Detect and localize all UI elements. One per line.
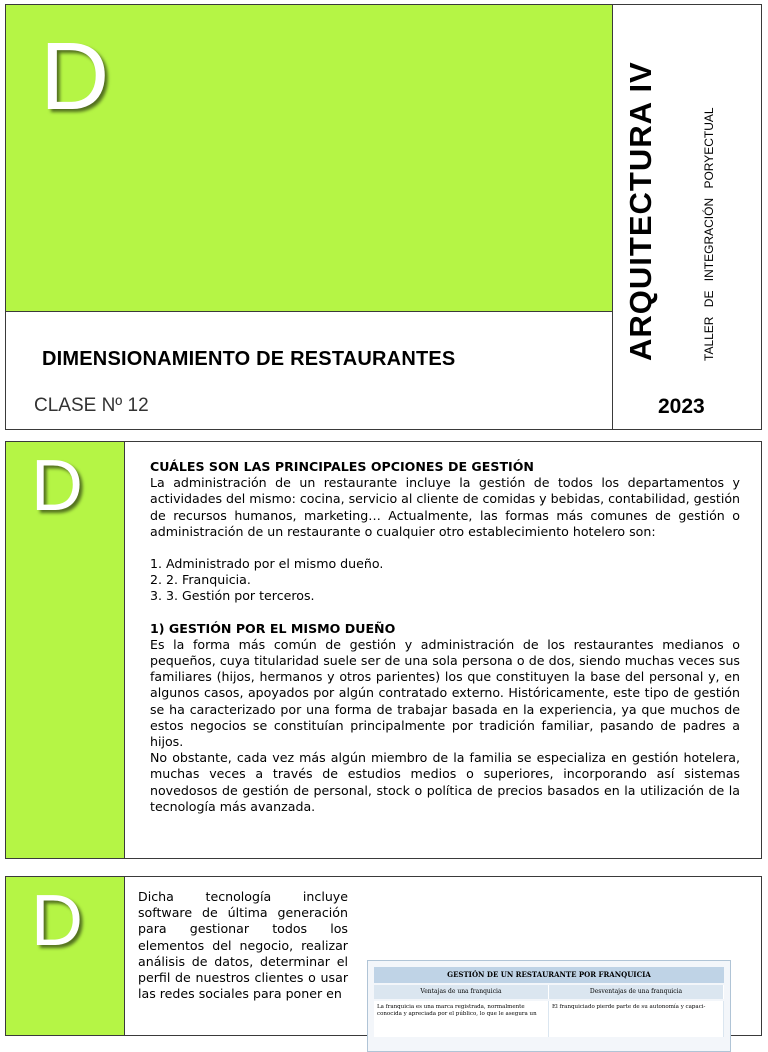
list-item: 3. 3. Gestión por terceros. bbox=[150, 588, 315, 604]
green-header-block bbox=[6, 5, 613, 312]
slide-title: DIMENSIONAMIENTO DE RESTAURANTES bbox=[42, 348, 456, 370]
logo-letter: D bbox=[31, 446, 83, 526]
section-heading: CUÁLES SON LAS PRINCIPALES OPCIONES DE GESTIÓN bbox=[150, 459, 534, 474]
logo-letter: D bbox=[31, 881, 83, 961]
table-column-header: Desventajas de una franquicia bbox=[549, 985, 724, 999]
table-column-header: Ventajas de una franquicia bbox=[374, 985, 549, 999]
list-item: 1. Administrado por el mismo dueño. bbox=[150, 556, 384, 572]
owner-paragraph: Es la forma más común de gestión y administración de los restaurantes medianos o pequeños, cuya titularidad suele ser de una sola persona o de dos, siendo muchas veces sus familiares (hijos, hermanos y otros parientes) los que constituyen la base del personal y, en algunos casos, apoyados por algún contratado externo. Históricamente, este tipo de gestión se ha caracterizado por una forma de trabajar basada en la experiencia, ya que muchos de estos negocios se constituían principalmente por tradición familiar, pasando de padres a hijos. bbox=[150, 636, 740, 750]
list-item: 2. 2. Franquicia. bbox=[150, 572, 251, 588]
green-side-bar bbox=[6, 442, 125, 858]
title-slide bbox=[5, 4, 762, 430]
table-title: GESTIÓN DE UN RESTAURANTE POR FRANQUICIA bbox=[374, 967, 724, 983]
intro-paragraph: La administración de un restaurante incluye la gestión de todos los departamentos y actividades del mismo: cocina, servicio al cliente de comidas y bebidas, contabilidad, gestión de recursos humanos, marketing… Actualmente, las formas más comunes de gestión o administración de un restaurante o cualquier otro establecimiento hotelero son: bbox=[150, 475, 741, 539]
year-label: 2023 bbox=[658, 395, 705, 418]
class-number: CLASE Nº 12 bbox=[34, 395, 149, 416]
subsection-heading: 1) GESTIÓN POR EL MISMO DUEÑO bbox=[150, 620, 396, 636]
content-slide-management bbox=[5, 441, 762, 859]
technology-text: Dicha tecnología incluye software de última generación para gestionar todos los elementos del negocio, realizar análisis de datos, determinar el perfil de nuestros clientes o usar las redes sociales para poner en bbox=[138, 889, 348, 1002]
vertical-divider bbox=[612, 5, 613, 429]
franchise-table-image bbox=[367, 960, 731, 1052]
green-side-bar bbox=[6, 877, 125, 1035]
table-cell: El franquiciado pierde parte de su autonomía y capaci- bbox=[549, 1001, 724, 1037]
table-cell: La franquicia es una marca registrada, normalmente conocida y apreciada por el público, lo que le asegura un bbox=[374, 1001, 549, 1037]
content-slide-technology bbox=[5, 876, 762, 1036]
logo-letter: D bbox=[40, 23, 110, 130]
options-list bbox=[150, 556, 740, 605]
technology-paragraph: No obstante, cada vez más algún miembro de la familia se especializa en gestión hotelera, muchas veces a través de estudios medios o superiores, incorporando así sistemas novedosos de gestión de personal, stock o política de precios basados en la utilización de la tecnología más avanzada. bbox=[150, 750, 740, 814]
slide-body bbox=[150, 459, 740, 815]
course-subtitle: TALLER DE INTEGRACIÓN PORYECTUAL bbox=[702, 107, 716, 361]
course-title: ARQUITECTURA IV bbox=[623, 61, 658, 361]
